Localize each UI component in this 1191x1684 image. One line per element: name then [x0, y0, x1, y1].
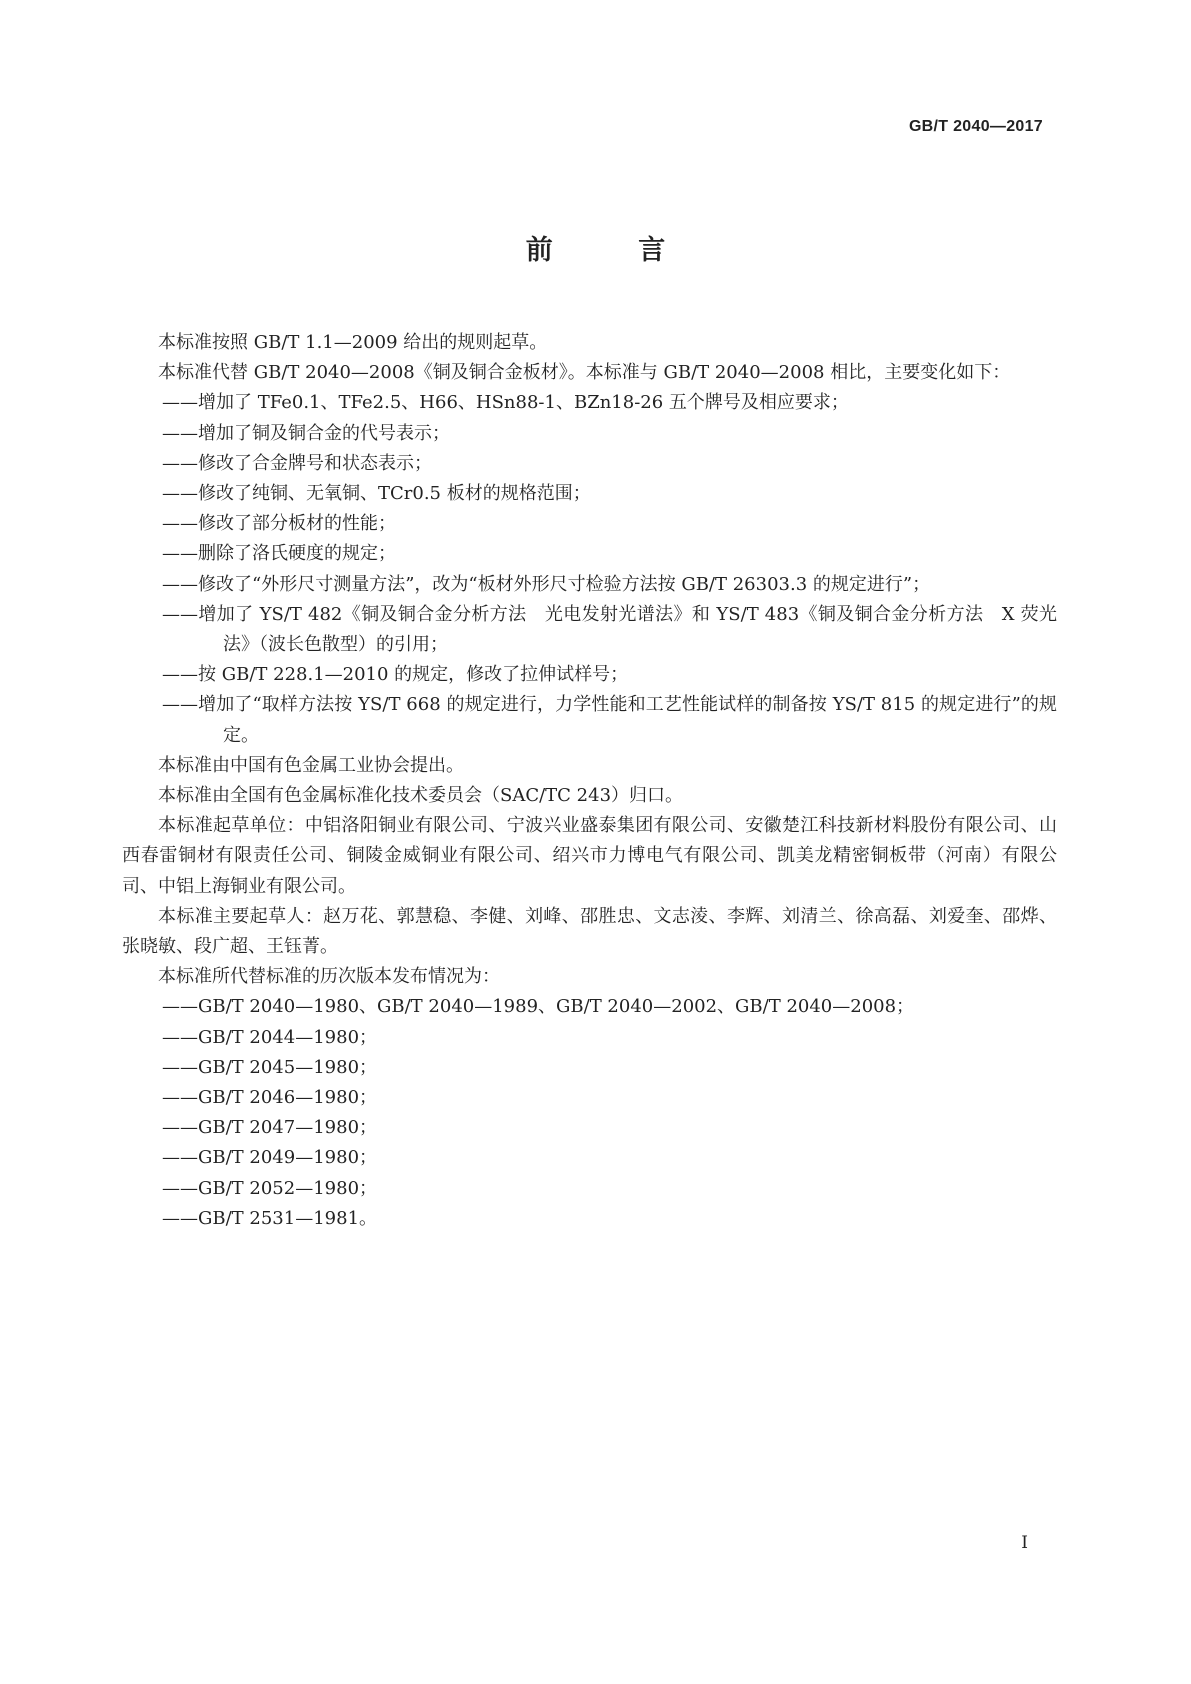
list-item: ——修改了部分板材的性能； [162, 513, 396, 535]
paragraph: 本标准主要起草人：赵万花、郭慧稳、李健、刘峰、邵胜忠、文志淩、李辉、刘清兰、徐高磊、刘爱奎、邵烨、张晓敏、段广超、王钰菁。 [122, 905, 1057, 958]
list-item: ——GB/T 2044—1980； [162, 1026, 378, 1048]
list-item: ——修改了合金牌号和状态表示； [162, 452, 432, 474]
list-item: ——GB/T 2046—1980； [162, 1087, 378, 1109]
list-item: ——GB/T 2531—1981。 [162, 1207, 378, 1229]
paragraph: 本标准代替 GB/T 2040—2008《铜及铜合金板材》。本标准与 GB/T 2040—2008 相比，主要变化如下： [158, 362, 1011, 384]
paragraph: 本标准所代替标准的历次版本发布情况为： [158, 966, 500, 988]
list-item: ——GB/T 2049—1980； [162, 1147, 378, 1169]
list-item: ——GB/T 2045—1980； [162, 1056, 378, 1078]
list-item: ——GB/T 2052—1980； [162, 1177, 378, 1199]
page-title: 前 言 [525, 235, 704, 266]
paragraph: 本标准由全国有色金属标准化技术委员会（SAC/TC 243）归口。 [158, 785, 684, 807]
list-item: ——增加了 YS/T 482《铜及铜合金分析方法 光电发射光谱法》和 YS/T 483《铜及铜合金分析方法 X 荧光法》（波长色散型）的引用； [162, 603, 1057, 656]
list-item: ——修改了纯铜、无氧铜、TCr0.5 板材的规格范围； [162, 483, 591, 505]
list-item: ——增加了铜及铜合金的代号表示； [162, 422, 450, 444]
standard-code: GB/T 2040—2017 [908, 118, 1043, 135]
page-number: I [1021, 1533, 1028, 1553]
list-item: ——GB/T 2047—1980； [162, 1117, 378, 1139]
document-body [122, 328, 1057, 1234]
list-item: ——GB/T 2040—1980、GB/T 2040—1989、GB/T 2040—2002、GB/T 2040—2008； [162, 996, 915, 1018]
list-item: ——按 GB/T 228.1—2010 的规定，修改了拉伸试样号； [162, 664, 629, 686]
list-item: ——增加了“取样方法按 YS/T 668 的规定进行，力学性能和工艺性能试样的制备按 YS/T 815 的规定进行”的规定。 [162, 694, 1057, 746]
paragraph: 本标准按照 GB/T 1.1—2009 给出的规则起草。 [158, 332, 548, 353]
paragraph: 本标准由中国有色金属工业协会提出。 [158, 754, 464, 776]
list-item: ——增加了 TFe0.1、TFe2.5、H66、HSn88-1、BZn18-26 五个牌号及相应要求； [162, 392, 849, 414]
paragraph: 本标准起草单位：中铝洛阳铜业有限公司、宁波兴业盛泰集团有限公司、安徽楚江科技新材料股份有限公司、山西春雷铜材有限责任公司、铜陵金威铜业有限公司、绍兴市力博电气有限公司、凯美龙精密铜板带（河南）有限公司、中铝上海铜业有限公司。 [122, 815, 1057, 897]
list-item: ——修改了“外形尺寸测量方法”，改为“板材外形尺寸检验方法按 GB/T 26303.3 的规定进行”； [162, 573, 931, 595]
list-item: ——删除了洛氏硬度的规定； [162, 543, 396, 565]
